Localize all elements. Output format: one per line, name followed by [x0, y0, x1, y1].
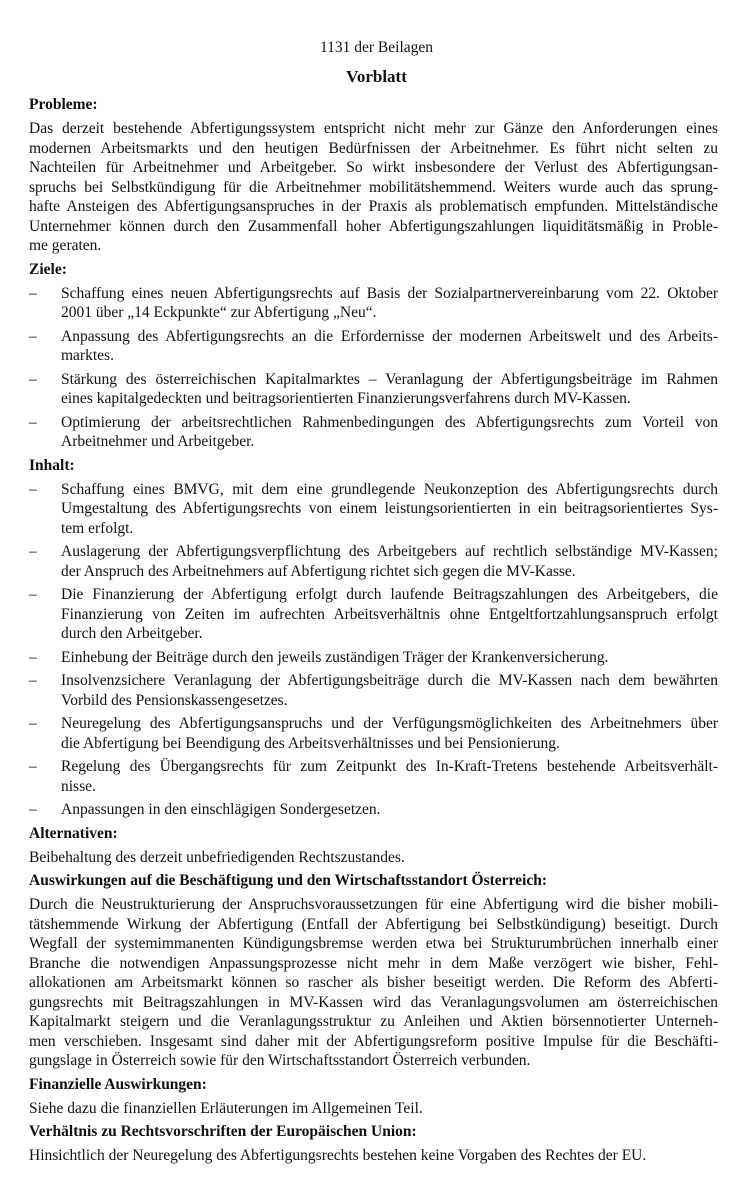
list-item [29, 413, 718, 452]
paragraph-auswirkungen [29, 895, 718, 1071]
list-inhalt [29, 480, 718, 820]
dash-bullet: – [29, 586, 37, 603]
text-line: allokationen am Arbeitsmarkt können so rascher als bisher beseitigt werden. Die Reform des Abferti- [29, 974, 718, 991]
list-item [29, 757, 718, 796]
paragraph-alternativen [29, 848, 718, 868]
list-item [29, 542, 718, 581]
text-line: Vorbild des Pensionskassengesetzes. [61, 691, 288, 709]
text-line: Arbeitnehmer und Arbeitgeber. [61, 433, 255, 450]
text-line: Auslagerung der Abfertigungsverpflichtung des Arbeitgebers auf rechtlich selbständige MV-Kassen; [61, 543, 718, 560]
section-heading-alternativen: Alternativen: [29, 824, 118, 842]
section-heading-inhalt: Inhalt: [29, 456, 75, 474]
text-line: Siehe dazu die finanziellen Erläuterungen im Allgemeinen Teil. [29, 1099, 423, 1117]
text-line: hafte Ansteigen des Abfertigungsanspruches in der Praxis als problematisch empfunden. Mittelständische [29, 198, 718, 215]
dash-bullet: – [29, 480, 37, 498]
text-line: men verschieben. Insgesamt sind daher mit der Abfertigungsreform positive Impulse für die Beschäfti- [29, 1032, 718, 1050]
text-line: Regelung des Übergangsrechts für zum Zeitpunkt des In-Kraft-Tretens bestehende Arbeitsverhält- [61, 758, 718, 775]
text-line: me geraten. [29, 237, 102, 254]
list-item [29, 714, 718, 753]
list-item [29, 370, 718, 409]
text-line: Wegfall der systemimmanenten Kündigungsbremse werden etwa bei Strukturumbrüchen innerhalb einer [29, 935, 718, 952]
list-ziele [29, 284, 718, 452]
list-item [29, 327, 718, 366]
text-line: Einhebung der Beiträge durch den jeweils zuständigen Träger der Krankenversicherung. [61, 648, 609, 666]
list-item [29, 480, 718, 539]
list-item [29, 585, 718, 644]
document-page [29, 38, 718, 1170]
text-line: Branche die notwendigen Anpassungsprozesse nicht mehr in dem Maße verzögert wie bisher, Fehl- [29, 954, 718, 972]
text-line: Schaffung eines BMVG, mit dem eine grundlegende Neukonzeption des Abfertigungsrechts durch [61, 480, 718, 498]
dash-bullet: – [29, 715, 37, 732]
dash-bullet: – [29, 413, 37, 431]
dash-bullet: – [29, 543, 37, 560]
text-line: Finanzierung von Zeiten im aufrechten Arbeitsverhältnis ohne Entgeltfortzahlungsanspruch erfolgt [61, 605, 718, 623]
paragraph-finanzielle [29, 1099, 718, 1119]
dash-bullet: – [29, 672, 37, 689]
text-line: Anpassungen in den einschlägigen Sondergesetzen. [61, 801, 381, 818]
section-heading-probleme: Probleme: [29, 96, 98, 113]
text-line: marktes. [61, 347, 114, 364]
list-item [29, 800, 718, 820]
text-line: die Abfertigung bei Beendigung des Arbeitsverhältnisses und bei Pensionierung. [61, 734, 560, 752]
dash-bullet: – [29, 648, 37, 666]
text-line: Nachteilen für Arbeitnehmer und Arbeitgeber. So wirkt insbesondere der Verlust des Abfertigungsan- [29, 159, 718, 176]
text-line: gungsrechts mit Beitragszahlungen in MV-Kassen wird das Veranlagungsvolumen am österreichischen [29, 993, 718, 1011]
section-heading-auswirkungen: Auswirkungen auf die Beschäftigung und den Wirtschaftsstandort Österreich: [29, 872, 548, 889]
dash-bullet: – [29, 284, 37, 302]
text-line: Die Finanzierung der Abfertigung erfolgt durch laufende Beitragszahlungen des Arbeitgebers, die [61, 586, 718, 603]
text-line: eines kapitalgedeckten und beitragsorientierten Finanzierungsverfahrens durch MV-Kassen. [61, 390, 631, 407]
text-line: Umgestaltung des Abfertigungsrechts von einem leistungsorientierten in ein beitragsorientiertes Sys- [61, 500, 718, 517]
paragraph-probleme [29, 119, 718, 256]
text-line: Insolvenzsichere Veranlagung der Abfertigungsbeiträge durch die MV-Kassen nach dem bewährten [61, 672, 718, 689]
document-title: Vorblatt [346, 67, 407, 86]
page-reference: 1131 der Beilagen [319, 39, 434, 56]
text-line: Anpassung des Abfertigungsrechts an die Erfordernisse der modernen Arbeitswelt und des Arbeits- [61, 327, 718, 345]
dash-bullet: – [29, 327, 37, 345]
text-line: Hinsichtlich der Neuregelung des Abfertigungsrechts bestehen keine Vorgaben des Rechtes der EU. [29, 1147, 647, 1164]
list-item [29, 648, 718, 668]
text-line: Schaffung eines neuen Abfertigungsrechts auf Basis der Sozialpartnervereinbarung vom 22. Oktober [61, 284, 718, 302]
text-line: tätshemmende Wirkung der Abfertigung (Entfall der Abfertigung bei Selbstkündigung) beseitigt. Durch [29, 915, 718, 933]
section-heading-ziele: Ziele: [29, 260, 67, 278]
text-line: Neuregelung des Abfertigungsanspruchs und der Verfügungsmöglichkeiten des Arbeitnehmers über [61, 715, 718, 732]
dash-bullet: – [29, 370, 37, 388]
text-line: modernen Arbeitsmarkts und den heutigen Bedürfnissen der Arbeitnehmer. Es führt nicht selten zu [29, 139, 718, 157]
text-line: Das derzeit bestehende Abfertigungssystem entspricht nicht mehr zur Gänze den Anforderungen eines [29, 120, 718, 137]
dash-bullet: – [29, 801, 37, 818]
dash-bullet: – [29, 758, 37, 775]
section-heading-finanzielle: Finanzielle Auswirkungen: [29, 1075, 207, 1093]
text-line: nisse. [61, 777, 96, 795]
list-item [29, 671, 718, 710]
text-line: Beibehaltung des derzeit unbefriedigenden Rechtszustandes. [29, 848, 405, 866]
text-line: Kapitalmarkt steigern und die Veranlagungsstruktur zu Anleihen und Aktien börsennotierter Unterneh- [29, 1013, 718, 1030]
text-line: 2001 über „14 Eckpunkte“ zur Abfertigung „Neu“. [61, 304, 377, 321]
text-line: durch den Arbeitgeber. [61, 625, 203, 642]
text-line: Stärkung des österreichischen Kapitalmarktes – Veranlagung der Abfertigungsbeiträge im Rahmen [61, 370, 718, 388]
text-line: tem erfolgt. [61, 519, 134, 537]
text-line: spruchs bei Selbstkündigung für die Arbeitnehmer mobilitätshemmend. Weiters wurde auch das sprung- [29, 178, 718, 196]
paragraph-eu [29, 1146, 718, 1166]
text-line: der Anspruch des Arbeitnehmers auf Abfertigung richtet sich gegen die MV-Kasse. [61, 562, 576, 580]
text-line: Unternehmer können durch den Zusammenfall hoher Abfertigungszahlungen liquiditätsmäßig in Proble- [29, 217, 718, 235]
text-line: Durch die Neustrukturierung der Anspruchsvoraussetzungen für eine Abfertigung wird die bisher mobili- [29, 896, 718, 913]
text-line: gungslage in Österreich sowie für den Wirtschaftsstandort Österreich verbunden. [29, 1052, 531, 1069]
list-item [29, 284, 718, 323]
section-heading-eu: Verhältnis zu Rechtsvorschriften der Europäischen Union: [29, 1123, 417, 1140]
text-line: Optimierung der arbeitsrechtlichen Rahmenbedingungen des Abfertigungsrechts zum Vorteil von [61, 413, 718, 431]
